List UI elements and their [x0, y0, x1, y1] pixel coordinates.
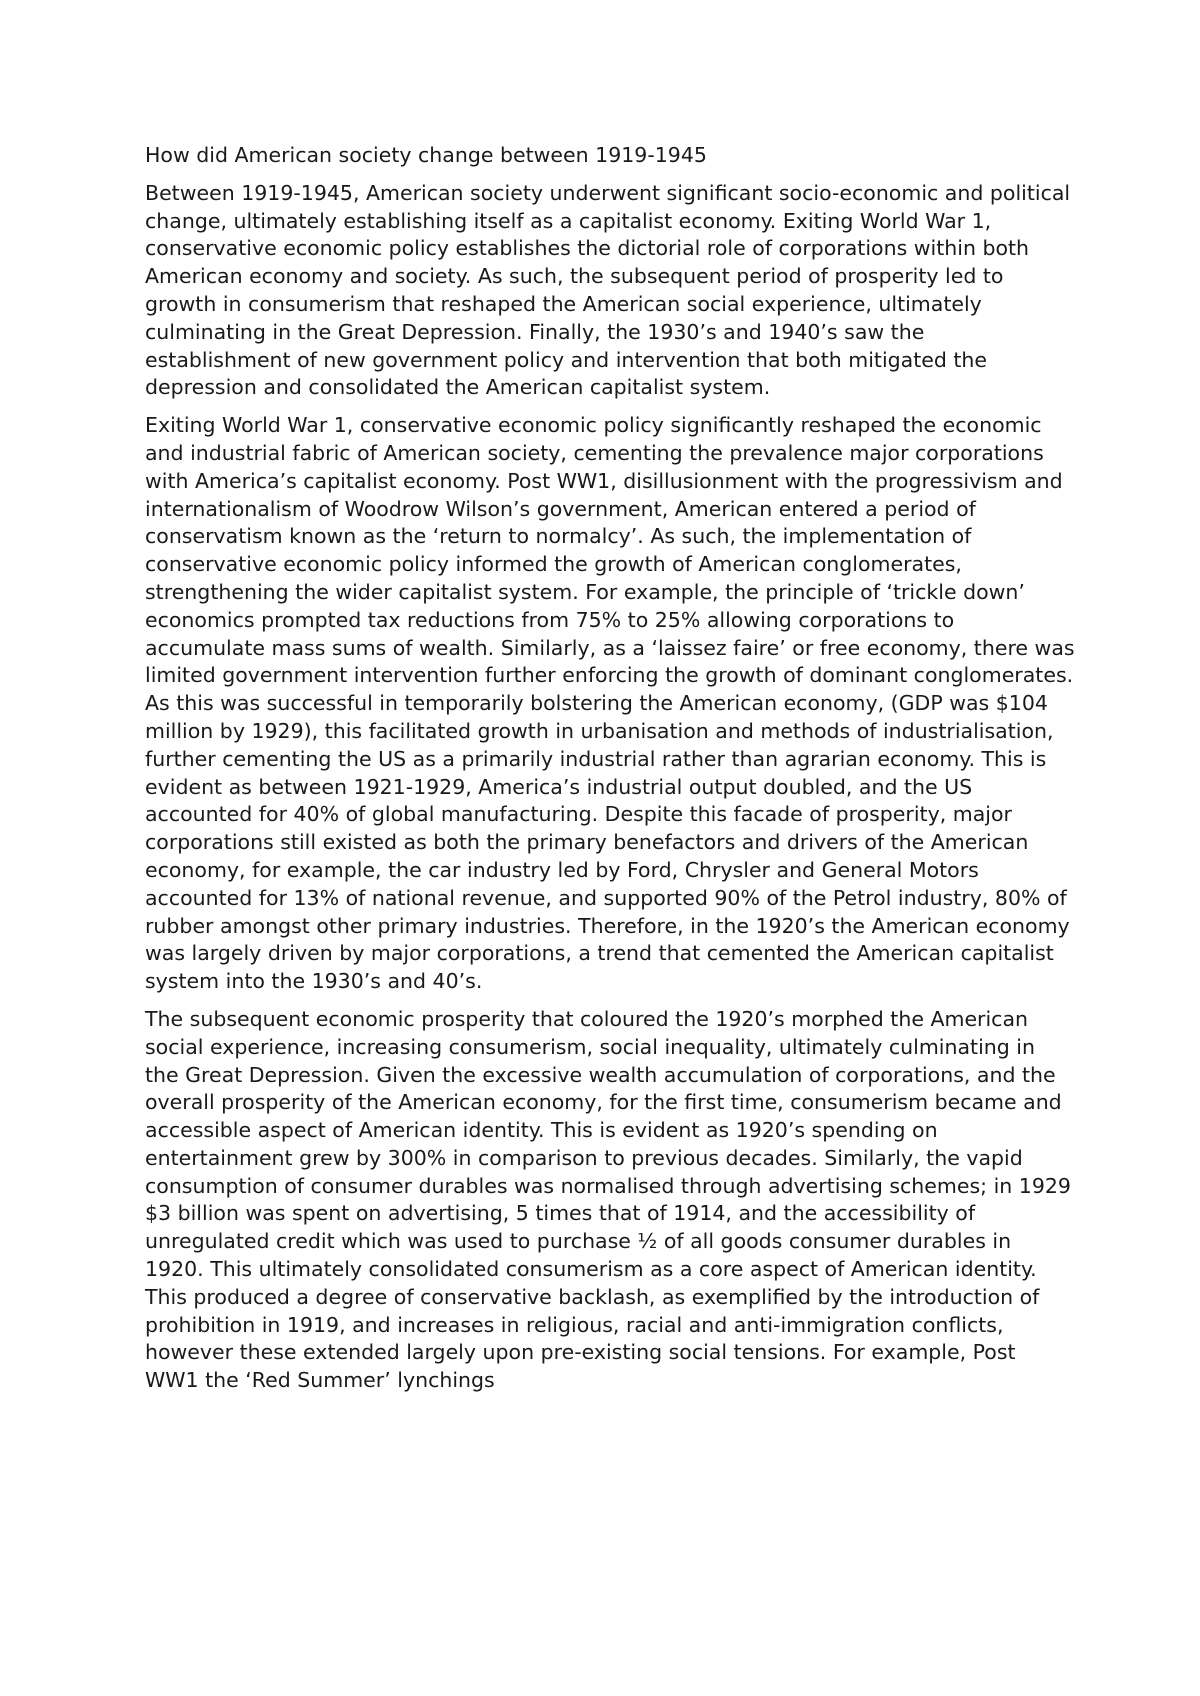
- document-title: How did American society change between 1919-1945: [145, 143, 707, 167]
- document-page: [145, 142, 1075, 1405]
- paragraph-conservative-policy: Exiting World War 1, conservative economic policy significantly reshaped the economic and industrial fabric of American society, cementing the prevalence major corporations with America’s capitalist economy. Post WW1, disillusionment with the progressivism and internationalism of Woodrow Wilson’s government, American entered a period of conservatism known as the ‘return to normalcy’. As such, the implementation of conservative economic policy informed the growth of American conglomerates, strengthening the wider capitalist system. For example, the principle of ‘trickle down’ economics prompted tax reductions from 75% to 25% allowing corporations to accumulate mass sums of wealth. Similarly, as a ‘laissez faire’ or free economy, there was limited government intervention further enforcing the growth of dominant conglomerates. As this was successful in temporarily bolstering the American economy, (GDP was $104 million by 1929), this facilitated growth in urbanisation and methods of industrialisation, further cementing the US as a primarily industrial rather than agrarian economy. This is evident as between 1921-1929, America’s industrial output doubled, and the US accounted for 40% of global manufacturing. Despite this facade of prosperity, major corporations still existed as both the primary benefactors and drivers of the American economy, for example, the car industry led by Ford, Chrysler and General Motors accounted for 13% of national revenue, and supported 90% of the Petrol industry, 80% of rubber amongst other primary industries. Therefore, in the 1920’s the American economy was largely driven by major corporations, a trend that cemented the American capitalist system into the 1930’s and 40’s.: [145, 413, 1075, 994]
- paragraph-social-experience: The subsequent economic prosperity that coloured the 1920’s morphed the American social experience, increasing consumerism, social inequality, ultimately culminating in the Great Depression. Given the excessive wealth accumulation of corporations, and the overall prosperity of the American economy, for the first time, consumerism became and accessible aspect of American identity. This is evident as 1920’s spending on entertainment grew by 300% in comparison to previous decades. Similarly, the vapid consumption of consumer durables was normalised through advertising schemes; in 1929 $3 billion was spent on advertising, 5 times that of 1914, and the accessibility of unregulated credit which was used to purchase ½ of all goods consumer durables in 1920. This ultimately consolidated consumerism as a core aspect of American identity. This produced a degree of conservative backlash, as exemplified by the introduction of prohibition in 1919, and increases in religious, racial and anti-immigration conflicts, however these extended largely upon pre-existing social tensions. For example, Post WW1 the ‘Red Summer’ lynchings: [145, 1006, 1071, 1393]
- paragraph-introduction: Between 1919-1945, American society underwent significant socio-economic and political change, ultimately establishing itself as a capitalist economy. Exiting World War 1, conservative economic policy establishes the dictorial role of corporations within both American economy and society. As such, the subsequent period of prosperity led to growth in consumerism that reshaped the American social experience, ultimately culminating in the Great Depression. Finally, the 1930’s and 1940’s saw the establishment of new government policy and intervention that both mitigated the depression and consolidated the American capitalist system.: [145, 180, 1071, 400]
